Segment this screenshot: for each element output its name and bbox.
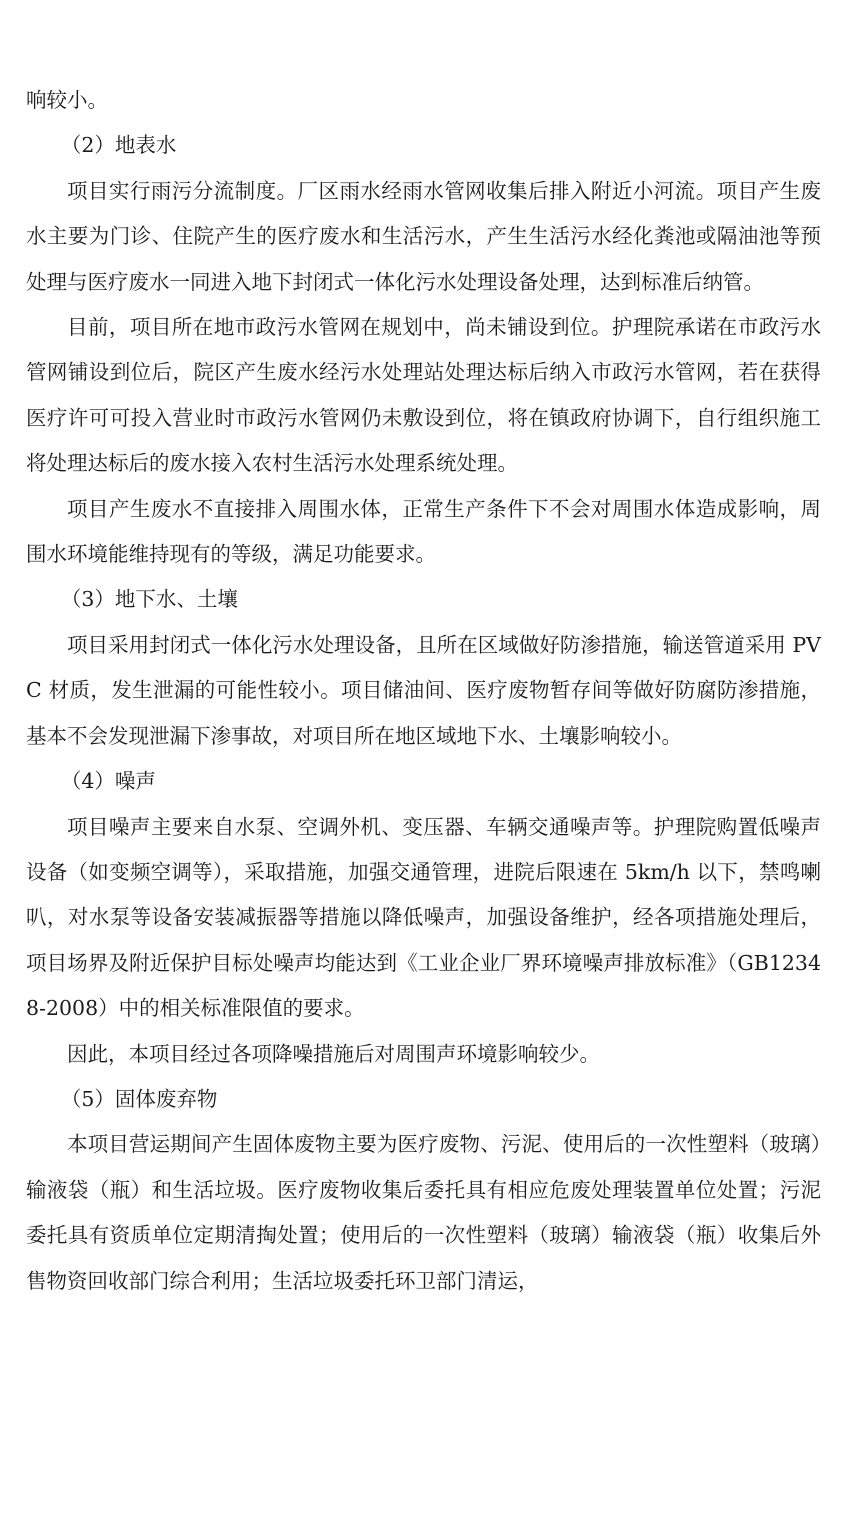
section-heading-surface-water: （2）地表水 (60, 133, 177, 158)
paragraph-rain-sewage: 项目实行雨污分流制度。厂区雨水经雨水管网收集后排入附近小河流。项目产生废水主要为门诊、住院产生的医疗废水和生活污水，产生生活污水经化粪池或隔油池等预处理与医疗废水一同进入地下封闭式一体化污水处理设备处理，达到标准后纳管。 (26, 178, 821, 294)
paragraph-groundwater: 项目采用封闭式一体化污水处理设备，且所在区域做好防渗措施，输送管道采用 PVC 材质，发生泄漏的可能性较小。项目储油间、医疗废物暂存间等做好防腐防渗措施，基本不会发现泄漏下渗事故，对项目所在地区域地下水、土壤影响较小。 (26, 632, 821, 748)
paragraph-continuation: 响较小。 (26, 88, 108, 112)
section-heading-noise: （4）噪声 (60, 769, 156, 794)
section-heading-groundwater-soil: （3）地下水、土壤 (60, 587, 238, 612)
paragraph-noise-sources: 项目噪声主要来自水泵、空调外机、变压器、车辆交通噪声等。护理院购置低噪声设备（如变频空调等），采取措施，加强交通管理，进院后限速在 5km/h 以下，禁鸣喇叭，对水泵等设备安装减振器等措施以降低噪声，加强设备维护，经各项措施处理后，项目场界及附近保护目标处噪声均能达到《工业企业厂界环境噪声排放标准》（GB12348-2008）中的相关标准限值的要求。 (26, 814, 821, 1021)
section-heading-solid-waste: （5）固体废弃物 (60, 1086, 218, 1111)
paragraph-noise-conclusion: 因此，本项目经过各项降噪措施后对周围声环境影响较少。 (67, 1041, 600, 1066)
paragraph-solid-waste: 本项目营运期间产生固体废物主要为医疗废物、污泥、使用后的一次性塑料（玻璃）输液袋（瓶）和生活垃圾。医疗废物收集后委托具有相应危废处理装置单位处置；污泥委托具有资质单位定期清掏处置；使用后的一次性塑料（玻璃）输液袋（瓶）收集后外售物资回收部门综合利用；生活垃圾委托环卫部门清运， (26, 1132, 821, 1293)
paragraph-water-impact: 项目产生废水不直接排入周围水体，正常生产条件下不会对周围水体造成影响，周围水环境能维持现有的等级，满足功能要求。 (26, 496, 821, 567)
paragraph-municipal-pipe: 目前，项目所在地市政污水管网在规划中，尚未铺设到位。护理院承诺在市政污水管网铺设到位后，院区产生废水经污水处理站处理达标后纳入市政污水管网，若在获得医疗许可可投入营业时市政污水管网仍未敷设到位，将在镇政府协调下，自行组织施工将处理达标后的废水接入农村生活污水处理系统处理。 (26, 315, 821, 476)
